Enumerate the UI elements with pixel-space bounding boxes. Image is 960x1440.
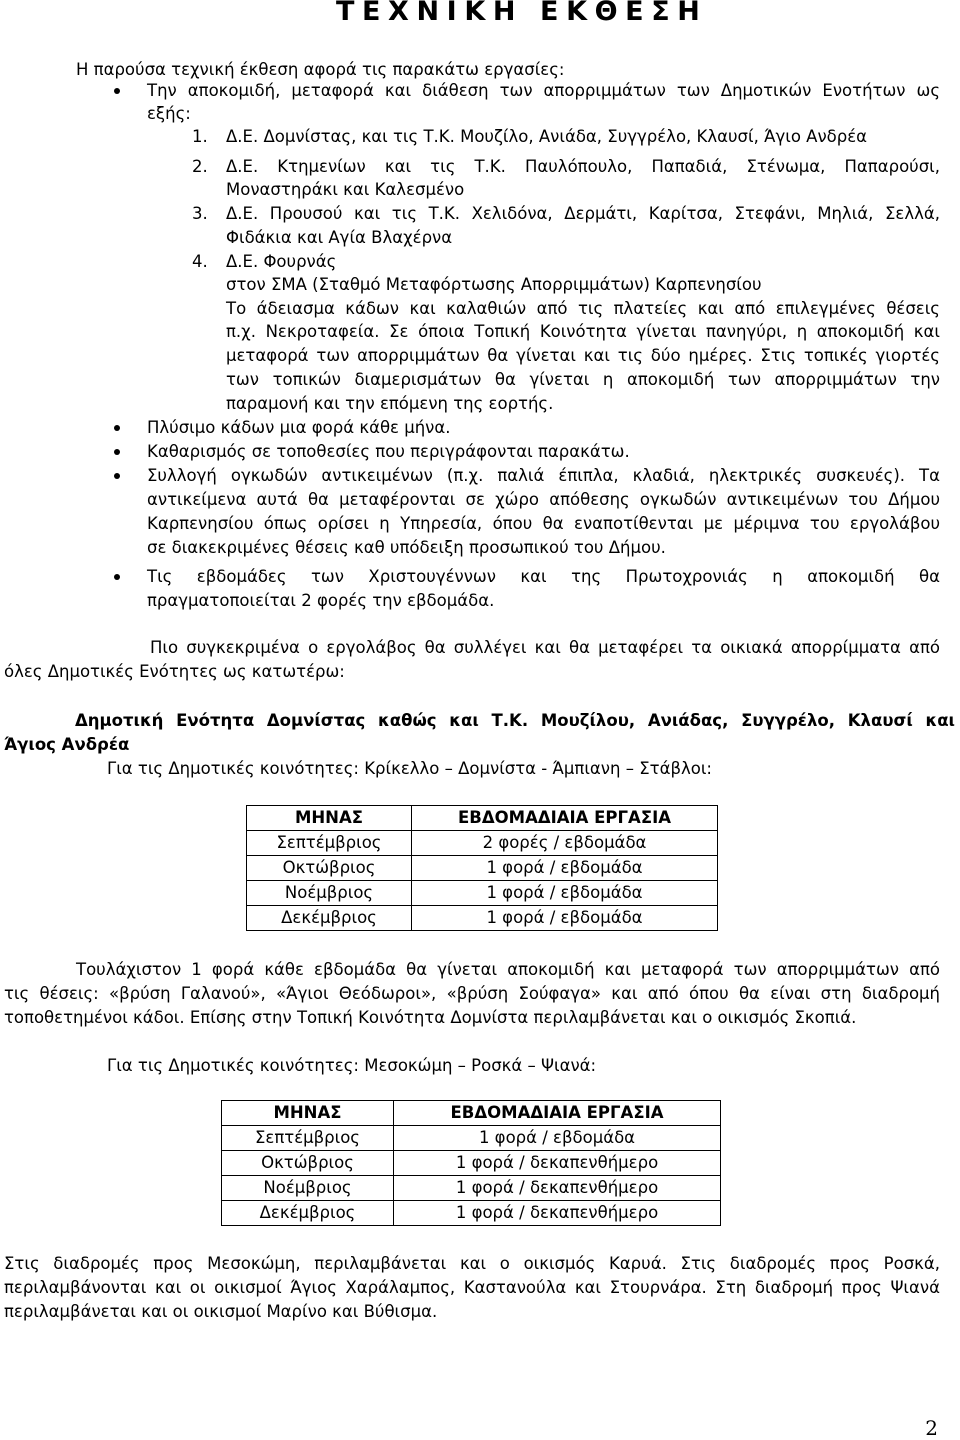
table-header-work: ΕΒΔΟΜΑΔΙΑΙΑ ΕΡΓΑΣΙΑ [412, 806, 718, 831]
bullet-marker [114, 449, 120, 455]
paragraph-line: Στις διαδρομές προς Μεσοκώμη, περιλαμβάνεται και ο οικισμός Καρυά. Στις διαδρομές προς Ροσκά, [4, 1254, 940, 1273]
table-cell-month: Οκτώβριος [222, 1151, 394, 1176]
table-header-month: ΜΗΝΑΣ [222, 1101, 394, 1126]
table-row [222, 1126, 721, 1151]
group1-label: Για τις Δημοτικές κοινότητες: Κρίκελλο – Δομνίστα - Άμπιανη – Στάβλοι: [107, 759, 712, 778]
table-cell-frequency: 1 φορά / εβδομάδα [394, 1126, 721, 1151]
table-cell-frequency: 1 φορά / εβδομάδα [412, 856, 718, 881]
table-cell-month: Νοέμβριος [222, 1176, 394, 1201]
list-item-number: 1. [192, 127, 208, 146]
table-cell-frequency: 1 φορά / δεκαπενθήμερο [394, 1151, 721, 1176]
table-cell-month: Δεκέμβριος [247, 906, 412, 931]
table-row [247, 856, 718, 881]
bullet-marker [114, 88, 120, 94]
bullet4-line: Συλλογή ογκωδών αντικειμένων (π.χ. παλιά έπιπλα, κλαδιά, ηλεκτρικές συσκευές). Τα [147, 466, 940, 485]
bullet1-after-line: Το άδειασμα κάδων και καλαθιών από τις πλατείες και από επιλεγμένες θέσεις [226, 299, 940, 318]
bullet5-line: πραγματοποιείται 2 φορές την εβδομάδα. [147, 591, 495, 610]
schedule-table-1 [246, 805, 718, 931]
bullet4-line: Καρπενησίου όπως ορίσει η Υπηρεσία, όπου θα εναποτίθενται με μέριμνα του εργολάβου [147, 514, 940, 533]
list-item-text: Δ.Ε. Κτημενίων και τις Τ.Κ. Παυλόπουλο, Παπαδιά, Στένωμα, Παπαρούσι, [226, 157, 940, 176]
page-number: 2 [925, 1416, 938, 1440]
list-item-text: Δ.Ε. Προυσού και τις Τ.Κ. Χελιδόνα, Δερμάτι, Καρίτσα, Στεφάνι, Μηλιά, Σελλά, [226, 204, 940, 223]
bullet1-line2: εξής: [147, 104, 191, 123]
intro-text: Η παρούσα τεχνική έκθεση αφορά τις παρακάτω εργασίες: [76, 60, 565, 79]
table-row [222, 1176, 721, 1201]
bullet4-line: αντικείμενα αυτά θα μεταφέρονται σε χώρο απόθεσης ογκωδών αντικειμένων του Δήμου [147, 490, 940, 509]
bullet1-after-line: στον ΣΜΑ (Σταθμό Μεταφόρτωσης Απορριμμάτων) Καρπενησίου [226, 275, 762, 294]
table-cell-frequency: 1 φορά / δεκαπενθήμερο [394, 1201, 721, 1226]
bullet2-text: Πλύσιμο κάδων μια φορά κάθε μήνα. [147, 418, 451, 437]
schedule-table-2 [221, 1100, 721, 1226]
list-item-text: Δ.Ε. Φουρνάς [226, 252, 337, 271]
section-heading-cont: Άγιος Ανδρέα [4, 735, 130, 754]
list-item-continuation: Μοναστηράκι και Καλεσμένο [226, 180, 465, 199]
bullet-marker [114, 473, 120, 479]
bullet-marker [114, 425, 120, 431]
table-cell-month: Οκτώβριος [247, 856, 412, 881]
paragraph-line: περιλαμβάνεται και οι οικισμοί Μαρίνο και Βύθισμα. [4, 1302, 438, 1321]
list-item-number: 2. [192, 157, 208, 176]
bullet1-line1: Την αποκομιδή, μεταφορά και διάθεση των απορριμμάτων των Δημοτικών Ενοτήτων ως [147, 81, 940, 100]
table-header-month: ΜΗΝΑΣ [247, 806, 412, 831]
bullet1-after-line: π.χ. Νεκροταφεία. Σε όποια Τοπική Κοινότητα γίνεται πανηγύρι, η αποκομιδή και [226, 322, 940, 341]
bullet3-text: Καθαρισμός σε τοποθεσίες που περιγράφονται παρακάτω. [147, 442, 630, 461]
paragraph-line: όλες Δημοτικές Ενότητες ως κατωτέρω: [4, 662, 345, 681]
bullet1-after-line: των τοπικών διαμερισμάτων θα γίνεται η αποκομιδή των απορριμμάτων την [226, 370, 940, 389]
table-cell-frequency: 1 φορά / εβδομάδα [412, 906, 718, 931]
table-cell-frequency: 1 φορά / δεκαπενθήμερο [394, 1176, 721, 1201]
list-item-number: 4. [192, 252, 208, 271]
table-row [222, 1201, 721, 1226]
table-header-work: ΕΒΔΟΜΑΔΙΑΙΑ ΕΡΓΑΣΙΑ [394, 1101, 721, 1126]
table-row [247, 906, 718, 931]
bullet5-line: Τις εβδομάδες των Χριστουγέννων και της Πρωτοχρονιάς η αποκομιδή θα [147, 567, 940, 586]
list-item-continuation: Φιδάκια και Αγία Βλαχέρνα [226, 228, 453, 247]
table-cell-month: Νοέμβριος [247, 881, 412, 906]
table-row [247, 831, 718, 856]
table-cell-month: Δεκέμβριος [222, 1201, 394, 1226]
list-item-number: 3. [192, 204, 208, 223]
bullet1-after-line: παραμονή και την επόμενη της εορτής. [226, 394, 554, 413]
table-cell-frequency: 2 φορές / εβδομάδα [412, 831, 718, 856]
paragraph-line: περιλαμβάνονται και οι οικισμοί Άγιος Χαράλαμπος, Καστανούλα και Στουρνάρα. Στη διαδρομή προς Ψιανά [4, 1278, 940, 1297]
paragraph-line: τοποθετημένοι κάδοι. Επίσης στην Τοπική Κοινότητα Δομνίστα περιλαμβάνεται και ο οικισμός Σκοπιά. [4, 1008, 857, 1027]
group2-label: Για τις Δημοτικές κοινότητες: Μεσοκώμη – Ροσκά – Ψιανά: [107, 1056, 597, 1075]
table-cell-month: Σεπτέμβριος [247, 831, 412, 856]
paragraph-line: Πιο συγκεκριμένα ο εργολάβος θα συλλέγει και θα μεταφέρει τα οικιακά απορρίμματα από [150, 638, 940, 657]
bullet1-after-line: μεταφορά των απορριμμάτων θα γίνεται και τις δύο ημέρες. Στις τοπικές γιορτές [226, 346, 940, 365]
table-row [247, 881, 718, 906]
section-heading: Δημοτική Ενότητα Δομνίστας καθώς και Τ.Κ. Μουζίλου, Ανιάδας, Συγγρέλο, Κλαυσί και [75, 711, 955, 730]
table-row [222, 1151, 721, 1176]
bullet-marker [114, 574, 120, 580]
bullet4-line: σε διακεκριμένες θέσεις καθ υπόδειξη προσωπικού του Δήμου. [147, 538, 666, 557]
paragraph-line: τις θέσεις: «βρύση Γαλανού», «Άγιοι Θεόδωροι», «βρύση Σούφαγα» και από όπου θα είναι στη διαδρομή [4, 984, 940, 1003]
table-cell-month: Σεπτέμβριος [222, 1126, 394, 1151]
paragraph-line: Τουλάχιστον 1 φορά κάθε εβδομάδα θα γίνεται αποκομιδή και μεταφορά των απορριμμάτων από [76, 960, 940, 979]
table-cell-frequency: 1 φορά / εβδομάδα [412, 881, 718, 906]
document-title: ΤΕΧΝΙΚΗ ΕΚΘΕΣΗ [336, 0, 708, 27]
list-item-text: Δ.Ε. Δομνίστας, και τις Τ.Κ. Μουζίλο, Ανιάδα, Συγγρέλο, Κλαυσί, Άγιο Ανδρέα [226, 127, 868, 146]
